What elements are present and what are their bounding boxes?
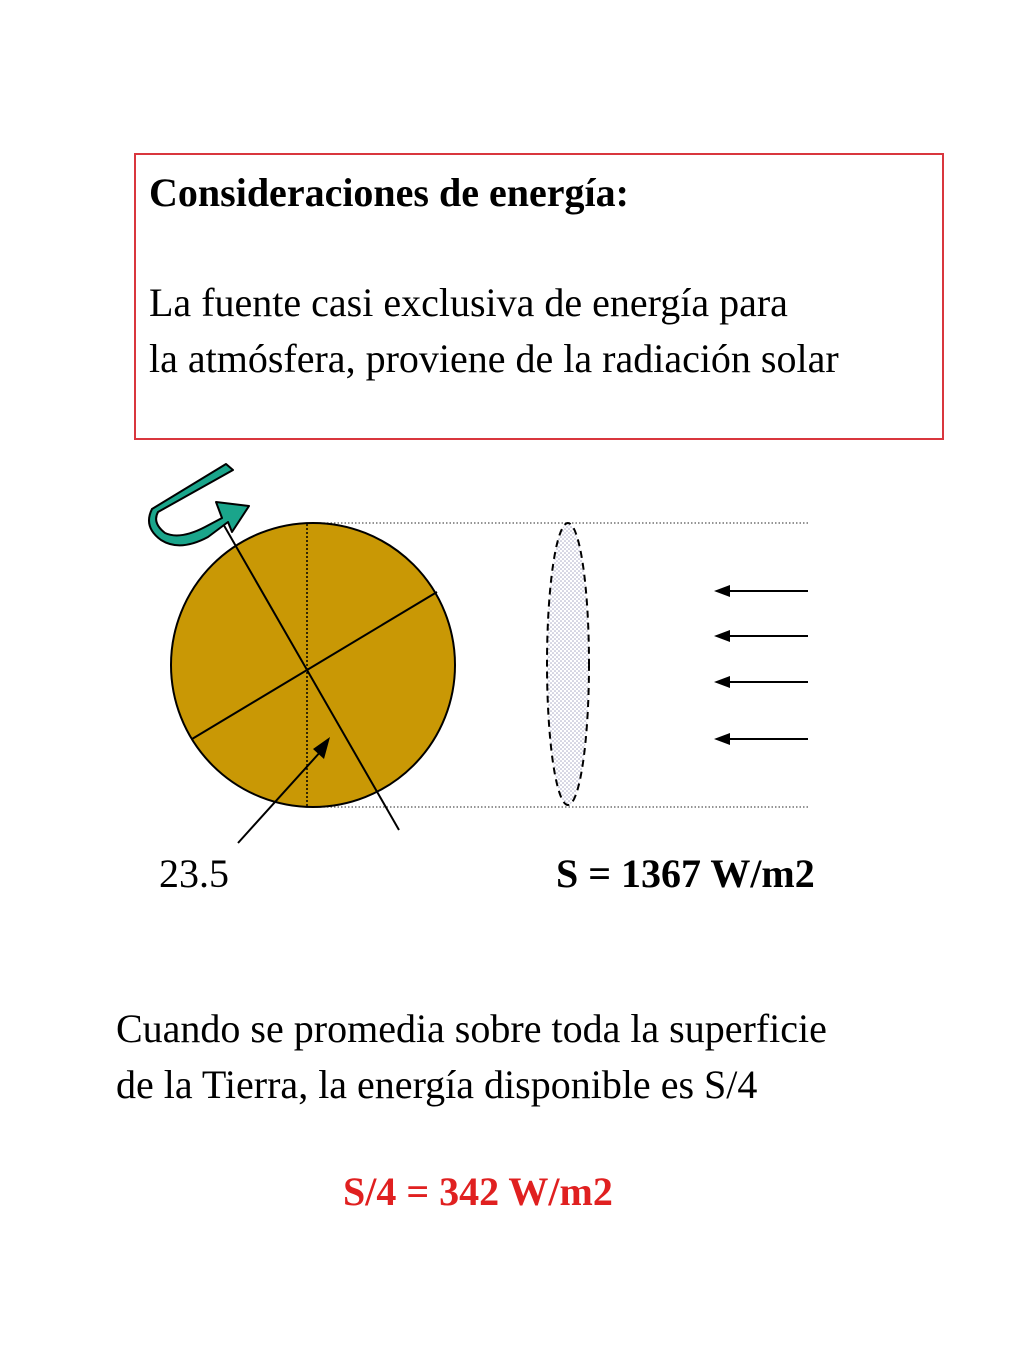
cross-section-disk <box>547 523 589 805</box>
tilt-angle-label: 23.5 <box>159 851 229 896</box>
incoming-radiation-arrow-icon <box>714 676 808 688</box>
rotation-arrow-icon <box>149 464 249 545</box>
incoming-radiation-arrow-icon <box>714 585 808 597</box>
incoming-radiation-arrow-icon <box>714 733 808 745</box>
average-text-line-1: Cuando se promedia sobre toda la superficie <box>116 1006 827 1051</box>
incoming-radiation-arrow-icon <box>714 630 808 642</box>
box-text-line-1: La fuente casi exclusiva de energía para <box>149 280 788 325</box>
average-text-line-2: de la Tierra, la energía disponible es S/4 <box>116 1062 758 1107</box>
solar-constant-label: S = 1367 W/m2 <box>556 851 815 896</box>
average-energy-result: S/4 = 342 W/m2 <box>343 1169 613 1214</box>
earth-globe <box>171 523 455 807</box>
box-text-line-2: la atmósfera, proviene de la radiación solar <box>149 336 839 381</box>
box-title: Consideraciones de energía: <box>149 170 629 215</box>
